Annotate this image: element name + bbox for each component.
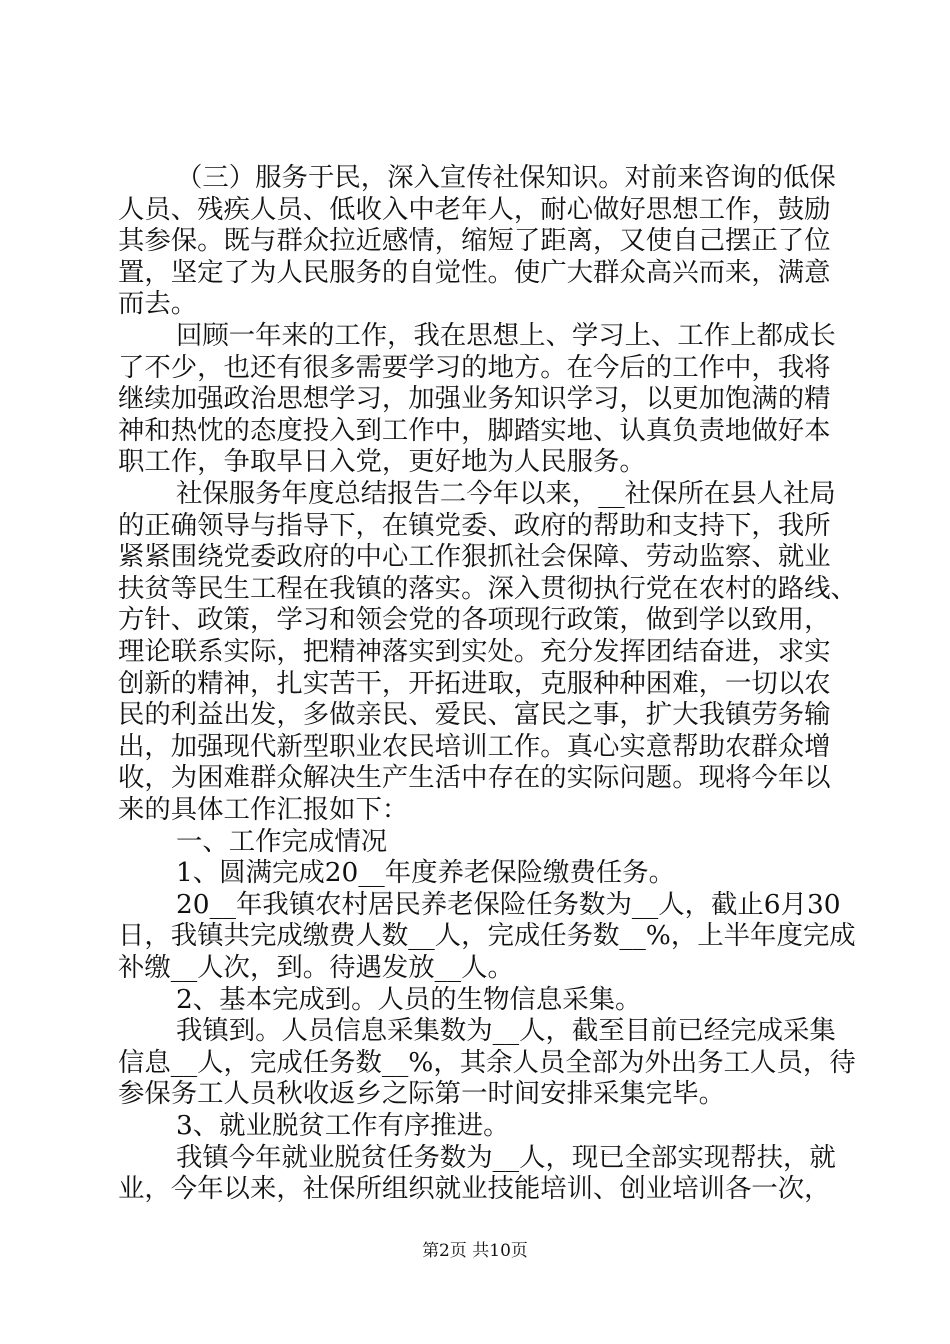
text-line: 社保服务年度总结报告二今年以来，__社保所在县人社局 — [176, 478, 836, 509]
subsection-heading: 3、就业脱贫工作有序推进。 — [176, 1110, 510, 1141]
text-line: 参保务工人员秋收返乡之际第一时间安排采集完毕。 — [118, 1078, 725, 1110]
text-line: 人员、残疾人员、低收入中老年人，耐心做好思想工作，鼓励 — [118, 193, 831, 225]
text-line: 扶贫等民生工程在我镇的落实。深入贯彻执行党在农村的路线、 — [118, 572, 857, 604]
text-line: 回顾一年来的工作，我在思想上、学习上、工作上都成长 — [176, 320, 836, 351]
text-line: 我镇到。人员信息采集数为__人，截至目前已经完成采集 — [176, 1015, 836, 1047]
text-line: 收，为困难群众解决生产生活中存在的实际问题。现将今年以 — [118, 762, 831, 794]
text-line: 的正确领导与指导下，在镇党委、政府的帮助和支持下，我所 — [118, 509, 831, 541]
subsection-heading: 2、基本完成到。人员的生物信息采集。 — [176, 983, 642, 1015]
text-line: 业，今年以来，社保所组织就业技能培训、创业培训各一次， — [118, 1173, 831, 1205]
text-line: 20__年我镇农村居民养老保险任务数为__人，截止6月30 — [176, 888, 841, 920]
text-line: 日，我镇共完成缴费人数__人，完成任务数__%，上半年度完成 — [118, 920, 856, 952]
text-line: 出，加强现代新型职业农民培训工作。真心实意帮助农群众增 — [118, 730, 831, 762]
subsection-heading: 1、圆满完成20__年度养老保险缴费任务。 — [176, 857, 676, 889]
text-line: 创新的精神，扎实苦干，开拓进取，克服种种困难，一切以农 — [118, 667, 831, 699]
text-line: 补缴__人次，到。待遇发放__人。 — [118, 952, 514, 983]
text-line: 来的具体工作汇报如下： — [118, 794, 409, 825]
text-line: 其参保。既与群众拉近感情，缩短了距离，又使自己摆正了位 — [118, 225, 831, 257]
text-line: 紧紧围绕党委政府的中心工作狠抓社会保障、劳动监察、就业 — [118, 541, 831, 573]
page-footer: 第2页 共10页 — [422, 1241, 528, 1261]
text-line: （三）服务于民，深入宣传社保知识。对前来咨询的低保 — [176, 162, 836, 193]
text-line: 而去。 — [118, 288, 198, 320]
text-line: 了不少，也还有很多需要学习的地方。在今后的工作中，我将 — [118, 351, 831, 383]
section-heading: 一、工作完成情况 — [176, 825, 388, 857]
text-line: 信息__人，完成任务数__%，其余人员全部为外出务工人员，待 — [118, 1046, 856, 1078]
text-line: 理论联系实际，把精神落实到实处。充分发挥团结奋进，求实 — [118, 636, 831, 667]
text-line: 民的利益出发，多做亲民、爱民、富民之事，扩大我镇劳务输 — [118, 699, 831, 731]
text-line: 继续加强政治思想学习，加强业务知识学习，以更加饱满的精 — [118, 383, 831, 415]
text-line: 置，坚定了为人民服务的自觉性。使广大群众高兴而来，满意 — [118, 256, 831, 288]
text-line: 职工作，争取早日入党，更好地为人民服务。 — [118, 446, 646, 478]
text-line: 我镇今年就业脱贫任务数为__人，现已全部实现帮扶，就 — [176, 1141, 836, 1173]
text-line: 神和热忱的态度投入到工作中，脚踏实地、认真负责地做好本 — [118, 414, 831, 446]
text-line: 方针、政策，学习和领会党的各项现行政策，做到学以致用， — [118, 604, 831, 636]
